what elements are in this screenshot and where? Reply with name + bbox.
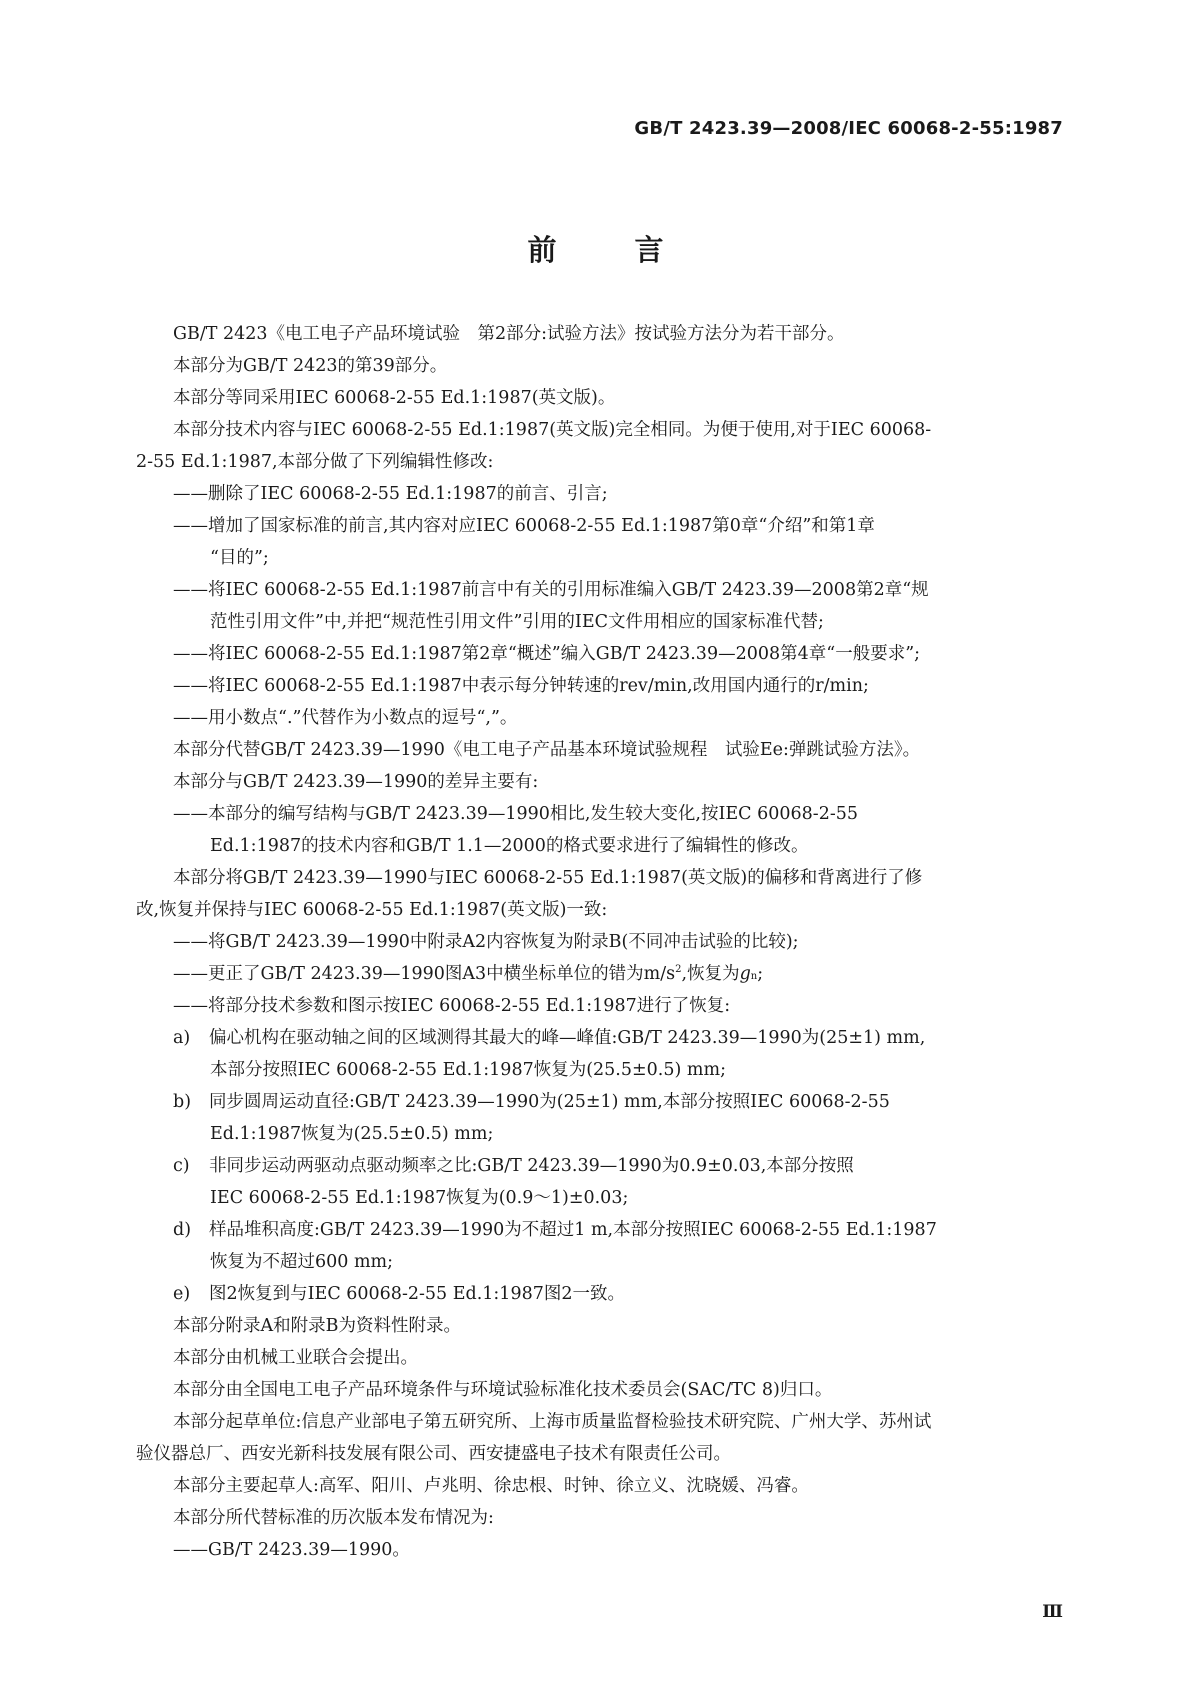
document-header: GB/T 2423.39—2008/IEC 60068-2-55:1987 xyxy=(634,118,1063,139)
paragraph: 本部分主要起草人:高军、阳川、卢兆明、徐忠根、时钟、徐立义、沈晓媛、冯睿。 xyxy=(173,1476,809,1496)
dash-item: ——将GB/T 2423.39—1990中附录A2内容恢复为附录B(不同冲击试验的比较); xyxy=(173,932,799,952)
paragraph: 本部分起草单位:信息产业部电子第五研究所、上海市质量监督检验技术研究院、广州大学、苏州试 xyxy=(173,1412,932,1432)
lettered-item xyxy=(136,1214,1056,1246)
lettered-item xyxy=(136,1086,1056,1118)
item-label: c) xyxy=(173,1156,190,1176)
dash-item: ——将IEC 60068-2-55 Ed.1:1987第2章“概述”编入GB/T 2423.39—2008第4章“一般要求”; xyxy=(173,644,921,664)
dash-item-continuation: 范性引用文件”中,并把“规范性引用文件”引用的IEC文件用相应的国家标准代替; xyxy=(210,612,824,632)
paragraph-continuation: 验仪器总厂、西安光新科技发展有限公司、西安捷盛电子技术有限责任公司。 xyxy=(136,1444,731,1464)
dash-item: ——增加了国家标准的前言,其内容对应IEC 60068-2-55 Ed.1:1987第0章“介绍”和第1章 xyxy=(173,516,875,536)
symbol-g-subscript: n xyxy=(750,971,758,982)
item-text: 同步圆周运动直径:GB/T 2423.39—1990为(25±1) mm,本部分按照IEC 60068-2-55 xyxy=(209,1092,890,1112)
paragraph: 本部分由机械工业联合会提出。 xyxy=(173,1348,418,1368)
paragraph: 本部分所代替标准的历次版本发布情况为: xyxy=(173,1508,494,1528)
dash-item-continuation: “目的”; xyxy=(210,548,269,568)
lettered-item-continuation: IEC 60068-2-55 Ed.1:1987恢复为(0.9～1)±0.03; xyxy=(210,1188,629,1208)
foreword-body xyxy=(136,318,1056,1566)
dash-item: ——将IEC 60068-2-55 Ed.1:1987中表示每分钟转速的rev/min,改用国内通行的r/min; xyxy=(173,676,869,696)
paragraph: GB/T 2423《电工电子产品环境试验 第2部分:试验方法》按试验方法分为若干部分。 xyxy=(173,324,845,344)
unit-after-text: ,恢复为 xyxy=(681,964,740,984)
unit-exponent: 2 xyxy=(675,964,682,976)
dash-item: ——本部分的编写结构与GB/T 2423.39—1990相比,发生较大变化,按IEC 60068-2-55 xyxy=(173,804,859,824)
item-text: 偏心机构在驱动轴之间的区域测得其最大的峰—峰值:GB/T 2423.39—1990为(25±1) mm, xyxy=(209,1028,926,1048)
item-label: d) xyxy=(173,1220,192,1240)
lettered-item xyxy=(136,1278,1056,1310)
lettered-item-continuation: 本部分按照IEC 60068-2-55 Ed.1:1987恢复为(25.5±0.5) mm; xyxy=(210,1060,726,1080)
item-text: 样品堆积高度:GB/T 2423.39—1990为不超过1 m,本部分按照IEC 60068-2-55 Ed.1:1987 xyxy=(209,1220,937,1240)
paragraph: 本部分为GB/T 2423的第39部分。 xyxy=(173,356,448,376)
paragraph: 本部分代替GB/T 2423.39—1990《电工电子产品基本环境试验规程 试验Ee:弹跳试验方法》。 xyxy=(173,740,921,760)
paragraph: 本部分将GB/T 2423.39—1990与IEC 60068-2-55 Ed.1:1987(英文版)的偏移和背离进行了修 xyxy=(173,868,923,888)
lettered-item xyxy=(136,1150,1056,1182)
dash-item-unit-correction xyxy=(136,958,1056,990)
paragraph: 本部分等同采用IEC 60068-2-55 Ed.1:1987(英文版)。 xyxy=(173,388,616,408)
paragraph: 本部分附录A和附录B为资料性附录。 xyxy=(173,1316,461,1336)
dash-item: ——删除了IEC 60068-2-55 Ed.1:1987的前言、引言; xyxy=(173,484,608,504)
dash-item: ——将部分技术参数和图示按IEC 60068-2-55 Ed.1:1987进行了恢复: xyxy=(173,996,731,1016)
lettered-item xyxy=(136,1022,1056,1054)
page-number: Ⅲ xyxy=(1042,1602,1063,1622)
item-text: 图2恢复到与IEC 60068-2-55 Ed.1:1987图2一致。 xyxy=(209,1284,625,1304)
item-label: e) xyxy=(173,1284,191,1304)
paragraph: 本部分技术内容与IEC 60068-2-55 Ed.1:1987(英文版)完全相同。为便于使用,对于IEC 60068- xyxy=(173,420,932,440)
item-label: a) xyxy=(173,1028,191,1048)
dash-item: ——GB/T 2423.39—1990。 xyxy=(173,1540,410,1560)
unit-text: m/s xyxy=(643,964,676,984)
paragraph-continuation: 改,恢复并保持与IEC 60068-2-55 Ed.1:1987(英文版)一致: xyxy=(136,900,608,920)
lettered-item-continuation: Ed.1:1987恢复为(25.5±0.5) mm; xyxy=(210,1124,494,1144)
paragraph: 本部分与GB/T 2423.39—1990的差异主要有: xyxy=(173,772,539,792)
symbol-g: g xyxy=(739,964,751,984)
lettered-item-continuation: 恢复为不超过600 mm; xyxy=(210,1252,394,1272)
item-text: 非同步运动两驱动点驱动频率之比:GB/T 2423.39—1990为0.9±0.03,本部分按照 xyxy=(209,1156,854,1176)
dash-item: ——用小数点“.”代替作为小数点的逗号“,”。 xyxy=(173,708,518,728)
paragraph-continuation: 2-55 Ed.1:1987,本部分做了下列编辑性修改: xyxy=(136,452,494,472)
page-title: 前 言 xyxy=(527,233,698,267)
dash-item-continuation: Ed.1:1987的技术内容和GB/T 1.1—2000的格式要求进行了编辑性的修改。 xyxy=(210,836,809,856)
unit-end: ; xyxy=(757,964,764,984)
dash-item-text: ——更正了GB/T 2423.39—1990图A3中横坐标单位的错为 xyxy=(173,964,644,984)
paragraph: 本部分由全国电工电子产品环境条件与环境试验标准化技术委员会(SAC/TC 8)归口。 xyxy=(173,1380,833,1400)
item-label: b) xyxy=(173,1092,192,1112)
dash-item: ——将IEC 60068-2-55 Ed.1:1987前言中有关的引用标准编入GB/T 2423.39—2008第2章“规 xyxy=(173,580,929,600)
